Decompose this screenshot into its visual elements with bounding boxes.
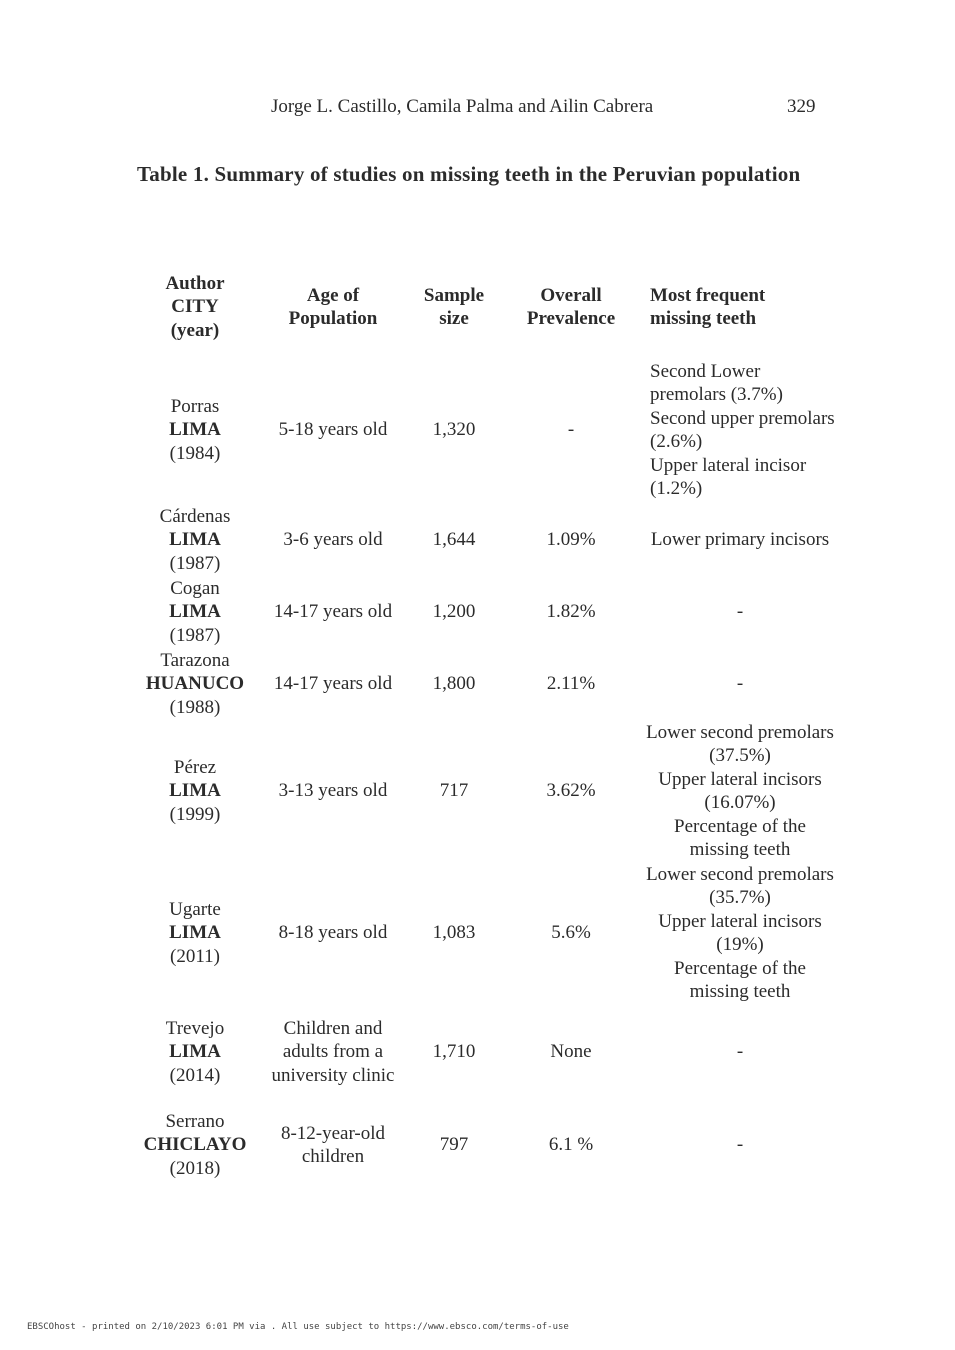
missing-teeth-cell xyxy=(640,648,836,720)
missing-teeth-cell xyxy=(640,1100,836,1190)
missing-teeth-item: - xyxy=(736,601,744,623)
missing-teeth-item: Second Lower premolars (3.7%) xyxy=(650,360,783,405)
summary-table xyxy=(130,258,836,1190)
author-year: (1987) xyxy=(169,624,221,646)
age-cell: 14-17 years old xyxy=(273,673,393,695)
missing-teeth-item: Lower second premolars (37.5%) xyxy=(646,721,834,766)
author-year: (1999) xyxy=(169,803,221,825)
missing-teeth-item: Upper lateral incisors (16.07%) xyxy=(658,768,822,813)
sample-cell: 1,800 xyxy=(432,673,476,695)
missing-teeth-cell xyxy=(640,356,836,504)
table-title: Table 1. Summary of studies on missing teeth in the Peruvian population xyxy=(137,162,801,186)
table-row xyxy=(130,1100,836,1190)
header-author-line: (year) xyxy=(170,319,220,341)
sample-cell: 1,710 xyxy=(432,1041,476,1063)
author-name: Porras xyxy=(170,395,220,417)
table-row xyxy=(130,1004,836,1100)
author-name: Trevejo xyxy=(165,1017,225,1039)
age-cell: 3-13 years old xyxy=(278,780,388,802)
author-cell xyxy=(130,576,260,648)
prevalence-cell: 1.82% xyxy=(546,601,596,623)
author-name: Tarazona xyxy=(160,649,230,671)
missing-teeth-item: Upper lateral incisor (1.2%) xyxy=(650,454,807,499)
header-missing-teeth xyxy=(640,258,836,356)
prevalence-cell: 1.09% xyxy=(546,529,596,551)
author-year: (2011) xyxy=(170,945,220,967)
author-name: Cogan xyxy=(170,577,220,599)
author-name: Cárdenas xyxy=(159,505,231,527)
table-row xyxy=(130,356,836,504)
header-sample-line: Sample xyxy=(423,284,485,306)
prevalence-cell: 2.11% xyxy=(546,673,596,695)
missing-teeth-cell xyxy=(640,720,836,862)
author-name: Pérez xyxy=(173,756,217,778)
page-number: 329 xyxy=(787,96,816,117)
author-year: (1987) xyxy=(169,552,221,574)
header-prevalence xyxy=(502,258,640,356)
missing-teeth-cell xyxy=(640,862,836,1004)
missing-teeth-item: Second upper premolars (2.6%) xyxy=(650,407,835,452)
author-city: LIMA xyxy=(169,419,221,441)
author-year: (2014) xyxy=(169,1064,221,1086)
author-city: LIMA xyxy=(169,780,221,802)
missing-teeth-item: - xyxy=(736,1134,744,1156)
author-year: (1988) xyxy=(169,696,221,718)
sample-cell: 717 xyxy=(439,780,469,802)
header-author-line: CITY xyxy=(171,296,219,318)
table-row xyxy=(130,504,836,576)
table-header-row xyxy=(130,258,836,356)
author-cell xyxy=(130,648,260,720)
missing-teeth-item: Lower second premolars (35.7%) xyxy=(646,863,834,908)
header-age xyxy=(260,258,406,356)
header-sample-line: size xyxy=(439,308,469,329)
missing-teeth-item: Lower primary incisors xyxy=(650,529,830,551)
age-cell: 8-12-year-old children xyxy=(280,1122,386,1167)
age-cell: Children and adults from a university clinic xyxy=(271,1017,395,1086)
header-author-line: Author xyxy=(165,272,225,294)
header-sample xyxy=(406,258,502,356)
header-prevalence-line: Overall xyxy=(540,284,602,306)
age-cell: 8-18 years old xyxy=(278,922,388,944)
running-header-authors: Jorge L. Castillo, Camila Palma and Ailin Cabrera xyxy=(271,96,654,117)
missing-teeth-cell xyxy=(640,504,836,576)
author-name: Serrano xyxy=(165,1110,225,1132)
sample-cell: 1,320 xyxy=(432,419,476,441)
author-city: LIMA xyxy=(169,601,221,623)
missing-teeth-item: Upper lateral incisors (19%) xyxy=(658,910,822,955)
missing-teeth-cell xyxy=(640,576,836,648)
sample-cell: 1,644 xyxy=(432,529,476,551)
prevalence-cell: 3.62% xyxy=(546,780,596,802)
header-age-line: Age of xyxy=(306,284,360,306)
sample-cell: 1,200 xyxy=(432,601,476,623)
author-year: (1984) xyxy=(169,442,221,464)
sample-cell: 797 xyxy=(439,1134,469,1156)
author-city: LIMA xyxy=(169,529,221,551)
table-row xyxy=(130,862,836,1004)
author-cell xyxy=(130,862,260,1004)
table-row xyxy=(130,648,836,720)
author-cell xyxy=(130,720,260,862)
author-cell xyxy=(130,504,260,576)
header-missing-teeth-line: missing teeth xyxy=(650,308,757,329)
prevalence-cell: 5.6% xyxy=(551,922,591,944)
author-name: Ugarte xyxy=(169,898,221,920)
author-city: CHICLAYO xyxy=(143,1134,247,1156)
table-row xyxy=(130,720,836,862)
age-cell: 5-18 years old xyxy=(278,419,388,441)
missing-teeth-item: Percentage of the missing teeth xyxy=(674,815,806,860)
prevalence-cell: - xyxy=(567,419,575,441)
author-cell xyxy=(130,356,260,504)
prevalence-cell: 6.1 % xyxy=(548,1134,594,1156)
header-missing-teeth-line: Most frequent xyxy=(650,284,766,306)
author-cell xyxy=(130,1004,260,1100)
ebsco-footer: EBSCOhost - printed on 2/10/2023 6:01 PM via . All use subject to https://www.ebsco.com/terms-of-use xyxy=(27,1322,569,1332)
author-city: LIMA xyxy=(169,922,221,944)
missing-teeth-item: Percentage of the missing teeth xyxy=(674,957,806,1002)
missing-teeth-cell xyxy=(640,1004,836,1100)
age-cell: 14-17 years old xyxy=(273,601,393,623)
missing-teeth-item: - xyxy=(736,673,744,695)
table-row xyxy=(130,576,836,648)
author-city: HUANUCO xyxy=(145,673,245,695)
sample-cell: 1,083 xyxy=(432,922,476,944)
header-author xyxy=(130,258,260,356)
age-cell: 3-6 years old xyxy=(283,529,383,551)
author-year: (2018) xyxy=(169,1157,221,1179)
prevalence-cell: None xyxy=(550,1041,592,1063)
running-header xyxy=(0,96,955,122)
author-city: LIMA xyxy=(169,1041,221,1063)
author-cell xyxy=(130,1100,260,1190)
missing-teeth-item: - xyxy=(736,1041,744,1063)
header-age-line: Population xyxy=(288,308,378,329)
header-prevalence-line: Prevalence xyxy=(526,308,616,329)
